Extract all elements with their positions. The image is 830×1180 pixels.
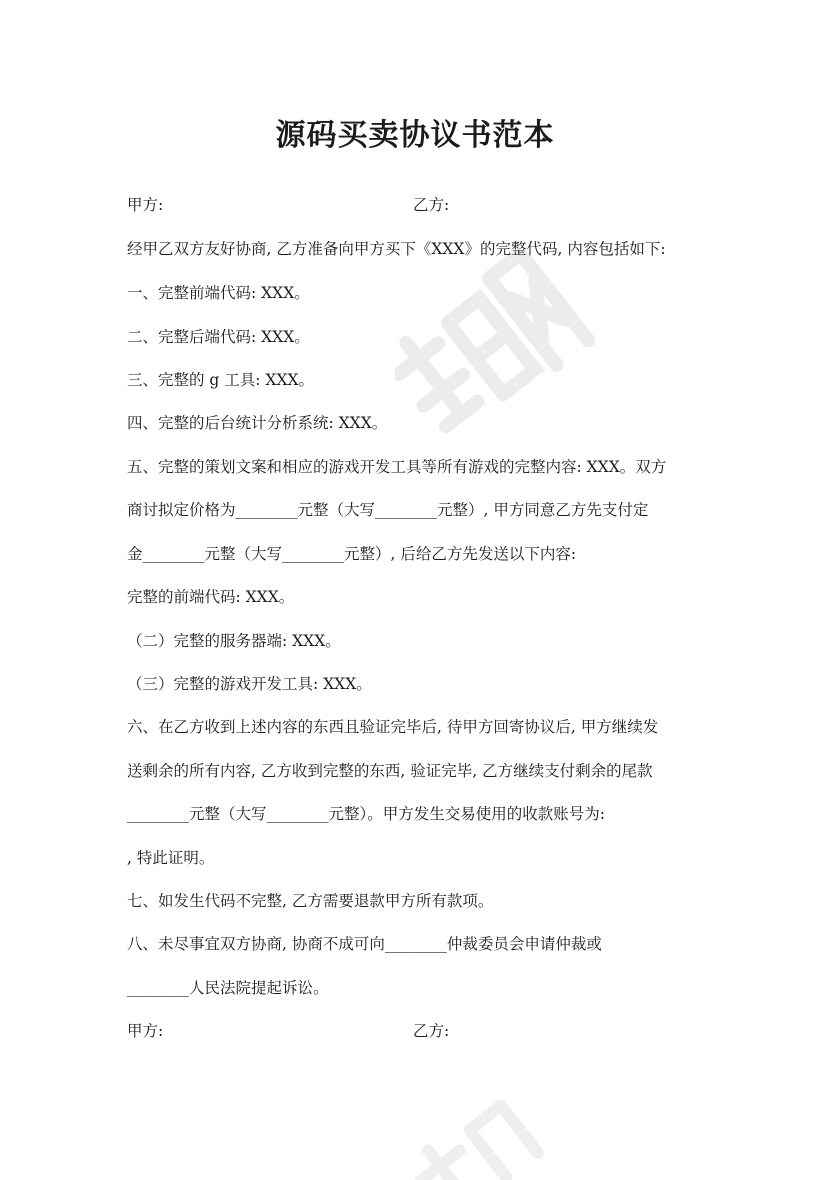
- signature-party-a: 甲方:: [127, 1022, 164, 1040]
- body-line-item-3: 三、完整的 g 工具: XXX。: [127, 371, 315, 389]
- party-b-label: 乙方:: [413, 196, 450, 214]
- body-line-intro: 经甲乙双方友好协商, 乙方准备向甲方买下《XXX》的完整代码, 内容包括如下:: [127, 240, 666, 258]
- body-line-item-7: 七、如发生代码不完整, 乙方需要退款甲方所有款项。: [127, 892, 494, 910]
- body-line-server: （二）完整的服务器端: XXX。: [127, 632, 341, 650]
- body-line-item-6a: 六、在乙方收到上述内容的东西且验证完毕后, 待甲方回寄协议后, 甲方继续发: [127, 718, 659, 736]
- body-line-item-6b: 送剩余的所有内容, 乙方收到完整的东西, 验证完毕, 乙方继续支付剩余的尾款: [127, 762, 653, 780]
- body-line-item-5: 五、完整的策划文案和相应的游戏开发工具等所有游戏的完整内容: XXX。双方: [127, 458, 667, 476]
- body-line-item-6c: ________元整（大写________元整）。甲方发生交易使用的收款账号为:: [127, 805, 605, 823]
- body-line-item-4: 四、完整的后台统计分析系统: XXX。: [127, 414, 388, 432]
- body-line-item-1: 一、完整前端代码: XXX。: [127, 284, 310, 302]
- body-line-item-2: 二、完整后端代码: XXX。: [127, 328, 310, 346]
- body-line-item-8a: 八、未尽事宜双方协商, 协商不成可向________仲裁委员会申请仲裁或: [127, 935, 602, 953]
- body-line-tools: （三）完整的游戏开发工具: XXX。: [127, 675, 372, 693]
- body-line-item-8b: ________人民法院提起诉讼。: [127, 979, 329, 997]
- signature-party-b: 乙方:: [413, 1022, 450, 1040]
- body-line-price: 商讨拟定价格为________元整（大写________元整）, 甲方同意乙方先支付定: [127, 501, 649, 519]
- body-line-frontend: 完整的前端代码: XXX。: [127, 588, 295, 606]
- party-a-label: 甲方:: [127, 196, 164, 214]
- body-line-deposit: 金________元整（大写________元整）, 后给乙方先发送以下内容:: [127, 545, 577, 563]
- watermark-bottom-icon: [380, 1100, 580, 1180]
- document-title: 源码买卖协议书范本: [275, 118, 555, 153]
- body-line-certify: , 特此证明。: [127, 849, 215, 867]
